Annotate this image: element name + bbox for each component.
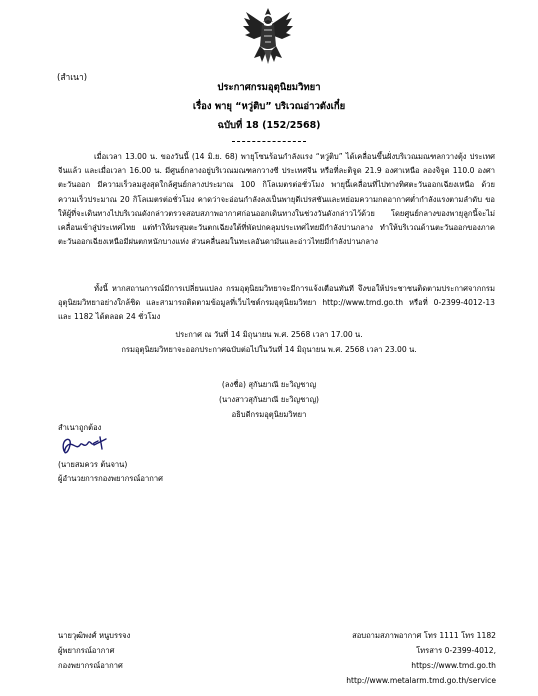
certified-copy-label: สำเนาถูกต้อง bbox=[58, 423, 102, 432]
announcement-subject: เรื่อง พายุ “หวู่ติบ” บริเวณอ่าวตังเกี๋ย bbox=[192, 101, 346, 112]
next-announcement: กรมอุตุนิยมวิทยาจะออกประกาศฉบับต่อไปในวันที่ 14 มิถุนายน พ.ศ. 2568 เวลา 23.00 น. bbox=[121, 345, 417, 354]
contact-phone: สอบถามสภาพอากาศ โทร 1111 โทร 1182 bbox=[352, 631, 496, 640]
contact-service-url: http://www.metalarm.tmd.go.th/service bbox=[346, 676, 496, 685]
forecaster-division: กองพยากรณ์อากาศ bbox=[58, 661, 123, 670]
garuda-emblem bbox=[240, 6, 296, 68]
signature-title: อธิบดีกรมอุตุนิยมวิทยา bbox=[231, 410, 307, 419]
issued-date: ประกาศ ณ วันที่ 14 มิถุนายน พ.ศ. 2568 เวลา 17.00 น. bbox=[175, 330, 363, 339]
announcement-number: ฉบับที่ 18 (152/2568) bbox=[217, 120, 321, 131]
forecaster-role: ผู้พยากรณ์อากาศ bbox=[58, 646, 115, 655]
contact-fax-website: โทรสาร 0-2399-4012, https://www.tmd.go.th bbox=[411, 646, 496, 670]
body-paragraph-2: ทั้งนี้ หากสถานการณ์มีการเปลี่ยนแปลง กรมอุตุนิยมวิทยาจะมีการแจ้งเตือนทันที จึงขอให้ประชาชนติดตามประกาศจากกรมอุตุนิยมวิทยาอย่างใกล้ชิด และสามารถติดตามข้อมูลที่เว็บไซต์กรมอุตุนิยมวิทยา http://www.tmd.go.th หรือที่ 0-2399-4012-13 และ 1182 ได้ตลอด 24 ชั่วโมง bbox=[58, 284, 495, 322]
title-divider bbox=[232, 141, 306, 142]
body-paragraph-1: เมื่อเวลา 13.00 น. ของวันนี้ (14 มิ.ย. 68) พายุโซนร้อนกำลังแรง “หวู่ติบ” ได้เคลื่อนขึ้นฝั่งบริเวณมณฑลกวางตุ้ง ประเทศจีนแล้ว และเมื่อเวลา 16.00 น. มีศูนย์กลางอยู่บริเวณมณฑลกวางซี ประเทศจีน หรือที่ละติจูด 21.9 องศาเหนือ ลองจิจูด 110.0 องศาตะวันออก มีความเร็วลมสูงสุดใกล้ศูนย์กลางประมาณ 100 กิโลเมตรต่อชั่วโมง พายุนี้เคลื่อนที่ไปทางทิศตะวันออกเฉียงเหนือ ด้วยความเร็วประมาณ 20 กิโลเมตรต่อชั่วโมง คาดว่าจะอ่อนกำลังลงเป็นพายุดีเปรสชันและหย่อมความกดอากาศต่ำกำลังแรงตามลำดับ ขอให้ผู้ที่จะเดินทางไปบริเวณดังกล่าวตรวจสอบสภาพอากาศก่อนออกเดินทางในช่วงวันดังกล่าวไว้ด้วย โดยศูนย์กลางของพายุลูกนี้จะไม่เคลื่อนเข้าสู่ประเทศไทย แต่ทำให้มรสุมตะวันตกเฉียงใต้ที่พัดปกคลุมประเทศไทยมีกำลังปานกลาง ทำให้บริเวณด้านตะวันออกของภาคตะวันออกเฉียงเหนือมีฝนตกหนักบางแห่ง ส่วนคลื่นลมในทะเลอันดามันและอ่าวไทยมีกำลังปานกลาง bbox=[58, 152, 495, 247]
certifier-position: ผู้อำนวยการกองพยากรณ์อากาศ bbox=[58, 474, 163, 483]
signature-name: (นางสาวสุกันยาณี ยะวิญชาญ) bbox=[219, 395, 319, 404]
signature-signed: (ลงชื่อ) สุกันยาณี ยะวิญชาญ bbox=[221, 380, 317, 389]
certifier-name: (นายสมควร ต้นจาน) bbox=[58, 460, 128, 469]
handwritten-signature bbox=[58, 433, 110, 459]
footer-right bbox=[336, 628, 496, 688]
copy-mark: (สำเนา) bbox=[57, 73, 88, 83]
announcement-title: ประกาศกรมอุตุนิยมวิทยา bbox=[217, 82, 321, 93]
footer-left bbox=[58, 628, 130, 673]
forecaster-name: นายวุฒิพงศ์ หนูบรรจง bbox=[58, 631, 131, 640]
